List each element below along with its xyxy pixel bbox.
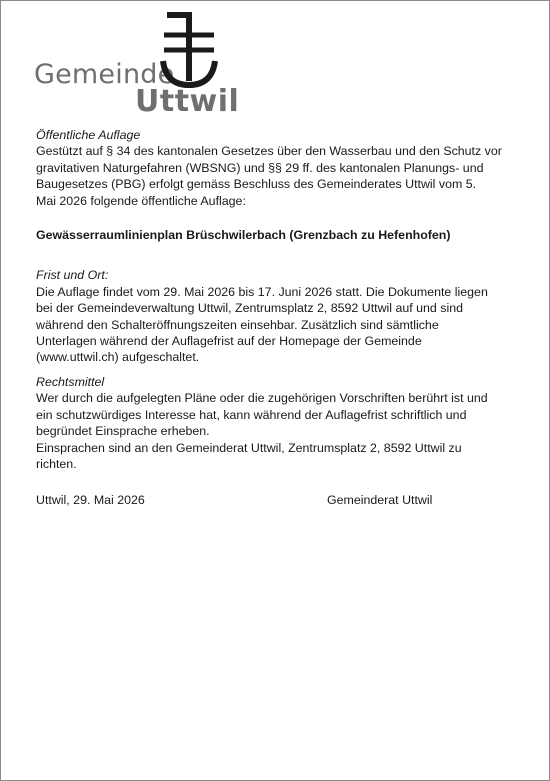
frist-line: Die Auflage findet vom 29. Mai 2026 bis 17. Juni 2026 statt. Die Dokumente liegen — [36, 284, 488, 299]
plan-title: Gewässerraumlinienplan Brüschwilerbach (Grenzbach zu Hefenhofen) — [36, 228, 451, 243]
rechtsmittel-line: Einsprachen sind an den Gemeinderat Uttwil, Zentrumsplatz 2, 8592 Uttwil zu — [36, 440, 462, 455]
logo-word-uttwil: Uttwil — [135, 84, 240, 119]
notice-body — [36, 127, 506, 472]
logo-word-gemeinde: Gemeinde — [34, 59, 175, 90]
intro-line: Baugesetzes (PBG) erfolgt gemäss Beschluss des Gemeinderates Uttwil vom 5. — [36, 177, 477, 192]
signatory: Gemeinderat Uttwil — [327, 493, 433, 507]
section-heading-frist: Frist und Ort: — [36, 268, 109, 283]
frist-line: während den Schalteröffnungszeiten einsehbar. Zusätzlich sind sämtliche — [36, 317, 439, 332]
rechtsmittel-line: begründet Einsprache erheben. — [36, 424, 210, 439]
section-heading-rechtsmittel: Rechtsmittel — [36, 374, 105, 389]
rechtsmittel-line: ein schutzwürdiges Interesse hat, kann während der Auflagefrist schriftlich und — [36, 407, 467, 422]
place-date: Uttwil, 29. Mai 2026 — [36, 493, 145, 507]
intro-line: Gestützt auf § 34 des kantonalen Gesetzes über den Wasserbau und den Schutz vor — [36, 144, 502, 159]
rechtsmittel-line: richten. — [36, 456, 77, 471]
intro-line: gravitativen Naturgefahren (WBSNG) und §§ 29 ff. des kantonalen Planungs- und — [36, 160, 484, 175]
frist-line: (www.uttwil.ch) aufgeschaltet. — [36, 350, 200, 365]
rechtsmittel-line: Wer durch die aufgelegten Pläne oder die zugehörigen Vorschriften berührt ist und — [36, 391, 488, 406]
municipality-logo — [32, 11, 252, 121]
frist-line: Unterlagen während der Auflagefrist auf der Homepage der Gemeinde — [36, 334, 422, 349]
signature-block — [36, 493, 506, 507]
anchor-cross-icon — [158, 11, 220, 93]
frist-line: bei der Gemeindeverwaltung Uttwil, Zentrumsplatz 2, 8592 Uttwil auf und sind — [36, 301, 463, 316]
intro-line: Mai 2026 folgende öffentliche Auflage: — [36, 193, 246, 208]
section-heading-auflage: Öffentliche Auflage — [36, 128, 141, 142]
